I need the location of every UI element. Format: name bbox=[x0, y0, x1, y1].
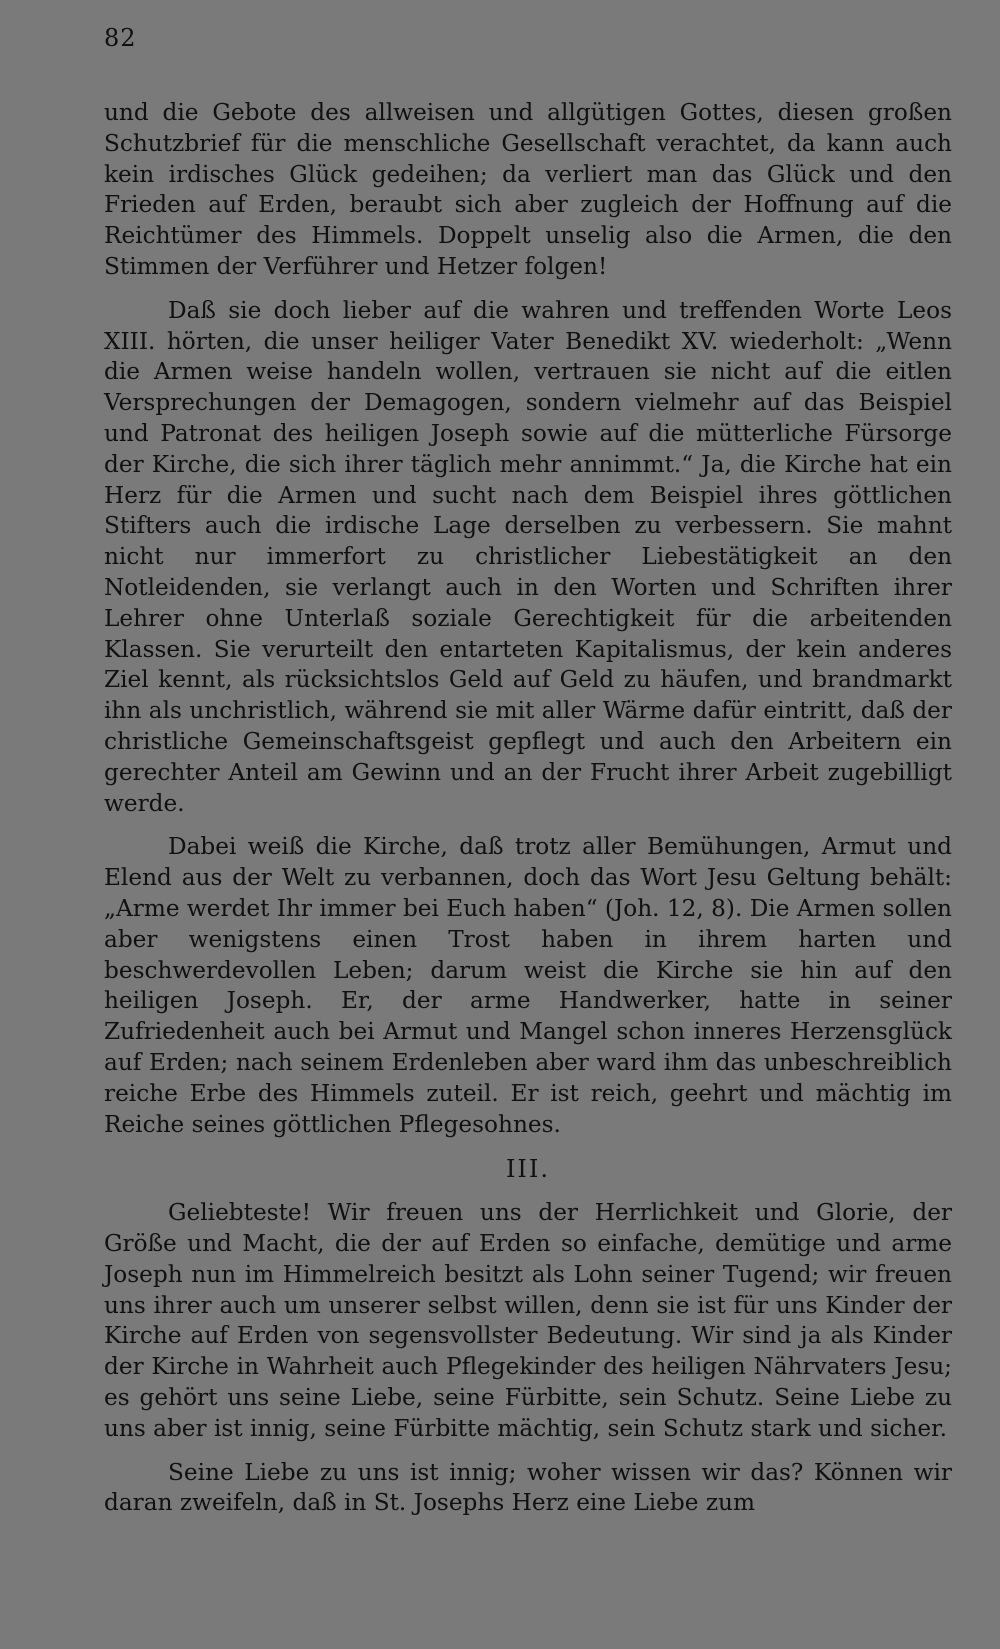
paragraph-5: Seine Liebe zu uns ist innig; woher wissen wir das? Können wir daran zweifeln, daß in St. Josephs Herz eine Liebe zum bbox=[104, 1458, 952, 1517]
paragraph-3: Dabei weiß die Kirche, daß trotz aller Bemühungen, Armut und Elend aus der Welt zu verbannen, doch das Wort Jesu Geltung behält: „Arme werdet Ihr immer bei Euch haben“ (Joh. 12, 8). Die Armen sollen aber wenigstens einen Trost haben in ihrem harten und beschwerdevollen Leben; darum weist die Kirche sie hin auf den heiligen Joseph. Er, der arme Handwerker, hatte in seiner Zufriedenheit auch bei Armut und Mangel schon inneres Herzensglück auf Erden; nach seinem Erdenleben aber ward ihm das unbeschreiblich reiche Erbe des Himmels zuteil. Er ist reich, geehrt und mächtig im Reiche seines göttlichen Pflegesohnes. bbox=[104, 833, 952, 1138]
paragraph-2: Daß sie doch lieber auf die wahren und treffenden Worte Leos XIII. hörten, die unser heiliger Vater Benedikt XV. wiederholt: „Wenn die Armen weise handeln wollen, vertrauen sie nicht auf die eitlen Versprechungen der Demagogen, sondern vielmehr auf das Beispiel und Patronat des heiligen Joseph sowie auf die mütterliche Fürsorge der Kirche, die sich ihrer täglich mehr annimmt.“ Ja, die Kirche hat ein Herz für die Armen und sucht nach dem Beispiel ihres göttlichen Stifters auch die irdische Lage derselben zu verbessern. Sie mahnt nicht nur immerfort zu christlicher Liebestätigkeit an den Notleidenden, sie verlangt auch in den Worten und Schriften ihrer Lehrer ohne Unterlaß soziale Gerechtigkeit für die arbeitenden Klassen. Sie verurteilt den entarteten Kapitalismus, der kein anderes Ziel kennt, als rücksichtslos Geld auf Geld zu häufen, und brandmarkt ihn als unchristlich, während sie mit aller Wärme dafür eintritt, daß der christliche Gemeinschaftsgeist gepflegt und auch den Arbeitern ein gerechter Anteil am Gewinn und an der Frucht ihrer Arbeit zugebilligt werde. bbox=[104, 296, 952, 817]
paragraph-1: und die Gebote des allweisen und allgütigen Gottes, diesen großen Schutzbrief für die menschliche Gesellschaft verachtet, da kann auch kein irdisches Glück gedeihen; da verliert man das Glück und den Frieden auf Erden, beraubt sich aber zugleich der Hoffnung auf die Reichtümer des Himmels. Doppelt unselig also die Armen, die den Stimmen der Verführer und Hetzer folgen! bbox=[104, 99, 952, 280]
page-number: 82 bbox=[104, 24, 137, 52]
section-heading: III. bbox=[505, 1155, 551, 1184]
paragraph-4: Geliebteste! Wir freuen uns der Herrlichkeit und Glorie, der Größe und Macht, die der auf Erden so einfache, demütige und arme Joseph nun im Himmelreich besitzt als Lohn seiner Tugend; wir freuen uns ihrer auch um unserer selbst willen, denn sie ist für uns Kinder der Kirche auf Erden von segensvollster Bedeutung. Wir sind ja als Kinder der Kirche in Wahrheit auch Pflegekinder des heiligen Nährvaters Jesu; es gehört uns seine Liebe, seine Fürbitte, sein Schutz. Seine Liebe zu uns aber ist innig, seine Fürbitte mächtig, sein Schutz stark und sicher. bbox=[104, 1199, 952, 1442]
